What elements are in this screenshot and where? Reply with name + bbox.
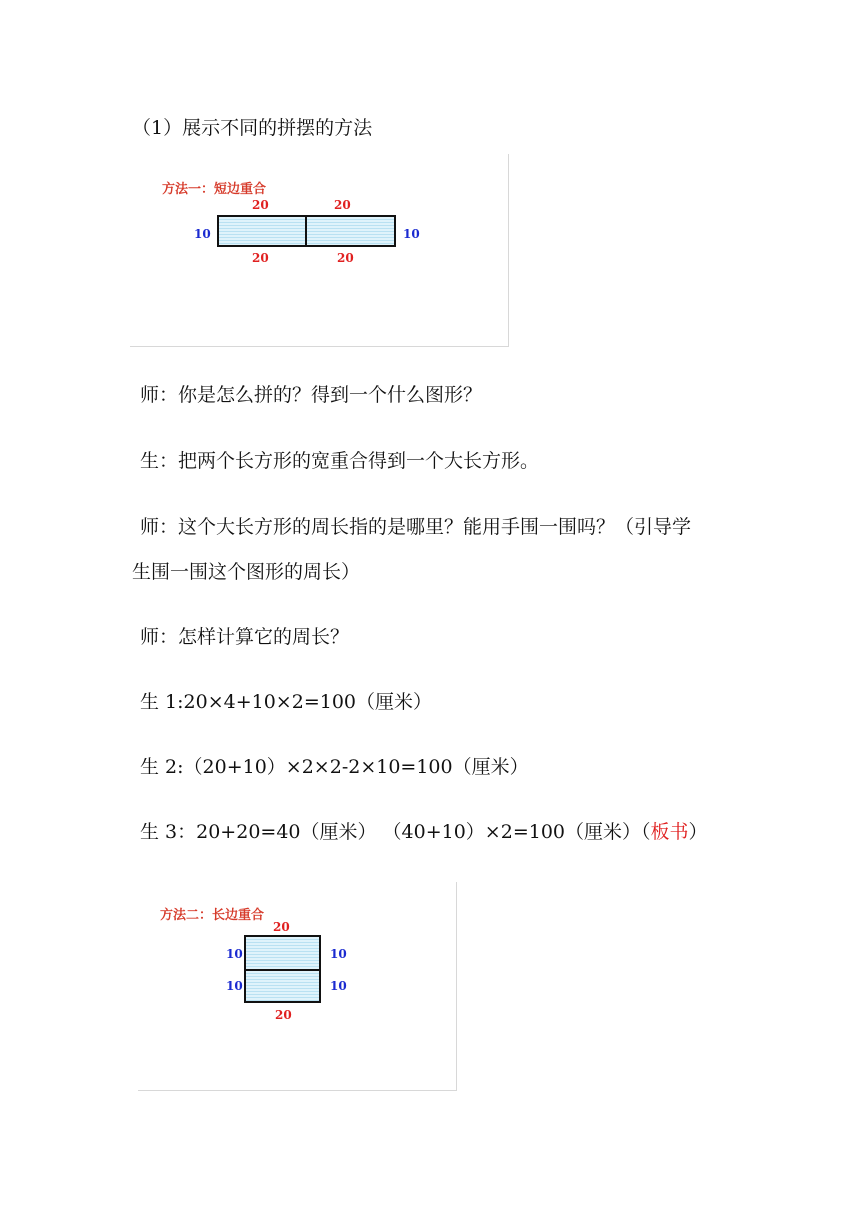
figure-one-bottom-label-right: 20 (337, 251, 354, 265)
board-writing-note: 板书 (650, 821, 689, 843)
figure-two-top-label: 20 (273, 920, 290, 934)
figure-one-rectangle-left (217, 215, 307, 247)
figure-one-title: 方法一：短边重合 (162, 182, 267, 197)
dialogue-line-7-end: ） (688, 821, 708, 843)
figure-two-bottom-label: 20 (275, 1008, 292, 1022)
dialogue-line-7-main: 生 3：20+20=40（厘米） （40+10）×2=100（厘米）（ (140, 821, 651, 843)
dialogue-line-5: 生 1:20×4+10×2=100（厘米） (140, 691, 433, 713)
figure-two-left-label-bottom: 10 (226, 979, 243, 993)
dialogue-line-6: 生 2:（20+10）×2×2-2×10=100（厘米） (140, 756, 529, 778)
dialogue-line-4: 师：怎样计算它的周长？ (140, 626, 350, 648)
figure-method-one (130, 154, 509, 347)
figure-one-left-label: 10 (194, 227, 211, 241)
figure-one-top-label-left: 20 (252, 198, 269, 212)
figure-one-right-label: 10 (403, 227, 420, 241)
section-heading: （1）展示不同的拼摆的方法 (132, 117, 373, 139)
dialogue-line-3b: 生围一围这个图形的周长） (132, 561, 361, 583)
figure-two-left-label-top: 10 (226, 947, 243, 961)
figure-two-right-label-top: 10 (330, 947, 347, 961)
figure-method-two (138, 882, 457, 1091)
figure-one-top-label-right: 20 (334, 198, 351, 212)
dialogue-line-2: 生：把两个长方形的宽重合得到一个大长方形。 (140, 450, 540, 472)
figure-one-rectangle-right (305, 215, 396, 247)
dialogue-line-7 (140, 820, 708, 844)
figure-two-title: 方法二：长边重合 (160, 908, 265, 923)
figure-two-rectangle-bottom (244, 969, 321, 1003)
figure-two-right-label-bottom: 10 (330, 979, 347, 993)
dialogue-line-3a: 师：这个大长方形的周长指的是哪里？能用手围一围吗？（引导学 (140, 516, 692, 538)
figure-one-bottom-label-left: 20 (252, 251, 269, 265)
figure-two-rectangle-top (244, 935, 321, 971)
dialogue-line-1: 师：你是怎么拼的？得到一个什么图形？ (140, 384, 483, 406)
